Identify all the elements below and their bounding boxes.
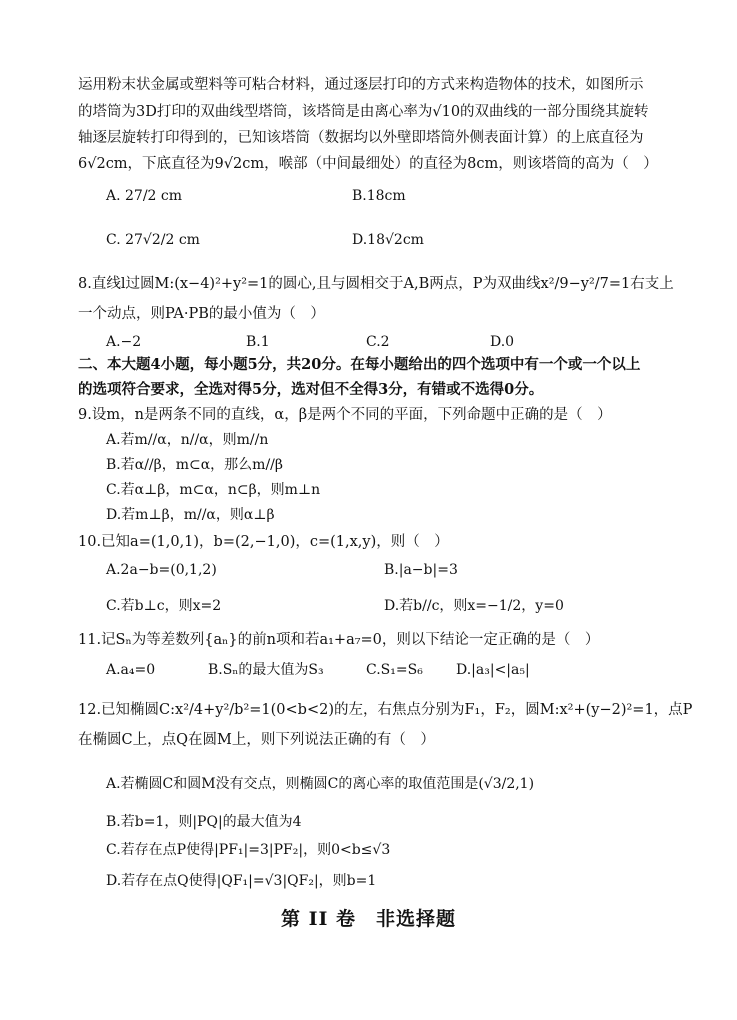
- q8-line-2: 一个动点，则PA·PB的最小值为（ ）: [78, 306, 325, 322]
- section-2-instructions-line-2: 的选项符合要求，全选对得5分，选对但不全得3分，有错或不选得0分。: [78, 381, 544, 398]
- q7-option-d: D.18√2cm: [352, 232, 424, 248]
- q10-option-d: D.若b//c，则x=−1/2，y=0: [384, 598, 564, 614]
- q8-line-1: 8.直线l过圆M:(x−4)²+y²=1的圆心,且与圆相交于A,B两点，P为双曲线x²/9−y²/7=1右支上: [78, 276, 674, 292]
- q9-option-d: D.若m⊥β，m//α，则α⊥β: [106, 507, 275, 523]
- q11-stem: 11.记Sₙ为等差数列{aₙ}的前n项和若a₁+a₇=0，则以下结论一定正确的是（ ）: [78, 632, 600, 648]
- q8-option-d: D.0: [490, 334, 515, 350]
- q10-option-c: C.若b⊥c，则x=2: [106, 598, 222, 614]
- q9-option-c: C.若α⊥β，m⊂α，n⊂β，则m⊥n: [106, 482, 321, 498]
- q9-option-b: B.若α//β，m⊂α，那么m//β: [106, 457, 283, 473]
- q7-line-2: 的塔筒为3D打印的双曲线型塔筒，该塔筒是由离心率为√10的双曲线的一部分围绕其旋转: [78, 104, 649, 120]
- q12-line-1: 12.已知椭圆C:x²/4+y²/b²=1(0<b<2)的左，右焦点分别为F₁，F₂，圆M:x²+(y−2)²=1，点P: [78, 702, 693, 718]
- q10-option-a: A.2a−b=(0,1,2): [106, 562, 217, 578]
- q11-option-a: A.a₄=0: [106, 662, 156, 678]
- q10-stem: 10.已知a=(1,0,1)，b=(2,−1,0)，c=(1,x,y)，则（ ）: [78, 534, 449, 550]
- q12-option-c: C.若存在点P使得|PF₁|=3|PF₂|，则0<b≤√3: [106, 842, 391, 858]
- q10-option-b: B.|a−b|=3: [384, 562, 458, 578]
- part-2-title: 第 II 卷 非选择题: [280, 908, 456, 930]
- q8-option-a: A.−2: [106, 334, 142, 350]
- q7-option-a: A. 27/2 cm: [106, 188, 183, 204]
- q9-stem: 9.设m，n是两条不同的直线，α，β是两个不同的平面，下列命题中正确的是（ ）: [78, 407, 612, 423]
- q8-option-b: B.1: [246, 334, 270, 350]
- q7-option-b: B.18cm: [352, 188, 406, 204]
- q7-option-c: C. 27√2/2 cm: [106, 232, 200, 248]
- q8-option-c: C.2: [366, 334, 390, 350]
- q11-option-b: B.Sₙ的最大值为S₃: [208, 662, 324, 678]
- q7-line-3: 轴逐层旋转打印得到的，已知该塔筒（数据均以外壁即塔筒外侧表面计算）的上底直径为: [78, 130, 644, 146]
- q12-option-d: D.若存在点Q使得|QF₁|=√3|QF₂|，则b=1: [106, 873, 377, 889]
- q11-option-d: D.|a₃|<|a₅|: [456, 662, 530, 678]
- q12-line-2: 在椭圆C上，点Q在圆M上，则下列说法正确的有（ ）: [78, 732, 435, 748]
- section-2-instructions-line-1: 二、本大题4小题，每小题5分，共20分。在每小题给出的四个选项中有一个或一个以上: [78, 356, 641, 373]
- q12-option-b: B.若b=1，则|PQ|的最大值为4: [106, 814, 302, 830]
- q7-line-4: 6√2cm，下底直径为9√2cm，喉部（中间最细处）的直径为8cm，则该塔筒的高为（ ）: [78, 156, 658, 172]
- q9-option-a: A.若m//α，n//α，则m//n: [106, 432, 269, 448]
- q7-line-1: 运用粉末状金属或塑料等可粘合材料，通过逐层打印的方式来构造物体的技术，如图所示: [78, 77, 644, 93]
- q11-option-c: C.S₁=S₆: [366, 662, 423, 678]
- q12-option-a: A.若椭圆C和圆M没有交点，则椭圆C的离心率的取值范围是(√3/2,1): [106, 776, 535, 792]
